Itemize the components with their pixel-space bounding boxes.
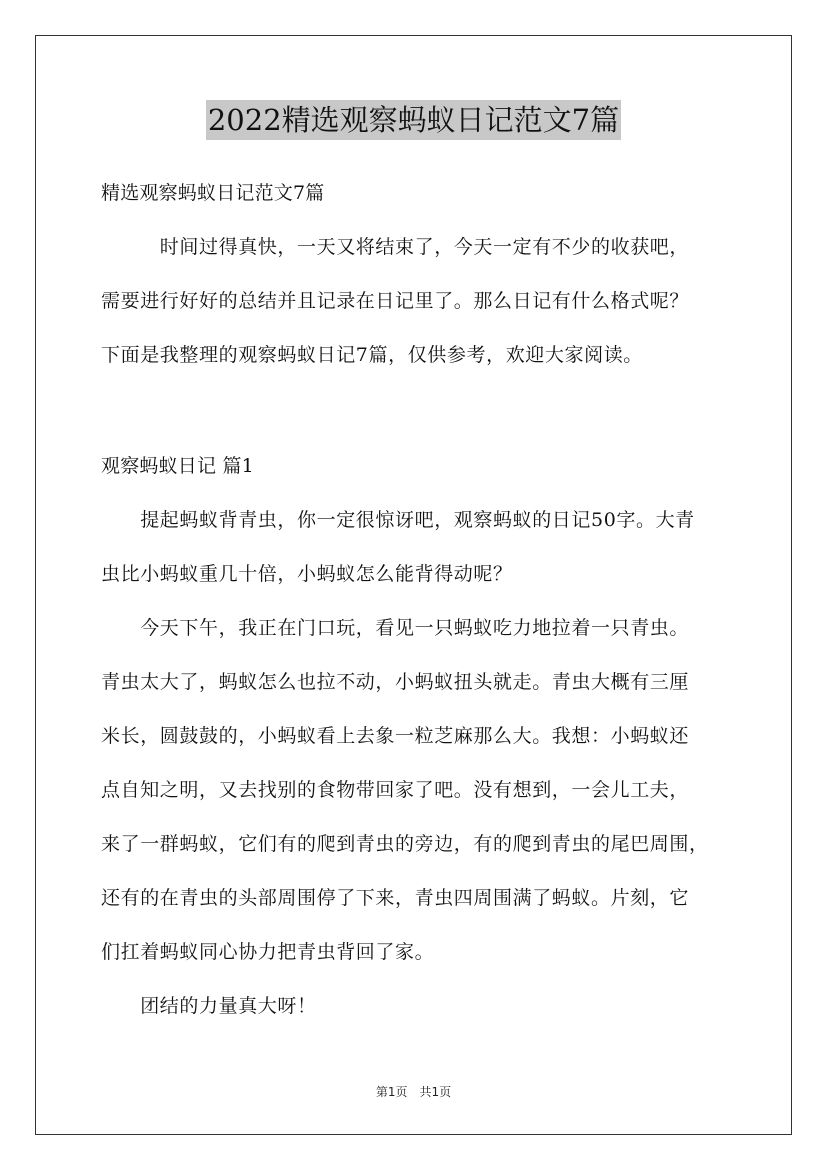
document-subtitle: 精选观察蚂蚁日记范文7篇 xyxy=(101,182,325,204)
title-wrap xyxy=(0,100,827,140)
intro-line-3: 下面是我整理的观察蚂蚁日记7篇，仅供参考，欢迎大家阅读。 xyxy=(101,344,643,366)
body-line-4: 青虫太大了，蚂蚁怎么也拉不动，小蚂蚁扭头就走。青虫大概有三厘 xyxy=(101,671,690,693)
intro-line-1: 时间过得真快，一天又将结束了，今天一定有不少的收获吧， xyxy=(101,236,690,258)
body-line-9: 们扛着蚂蚁同心协力把青虫背回了家。 xyxy=(101,941,435,963)
intro-line-2: 需要进行好好的总结并且记录在日记里了。那么日记有什么格式呢？ xyxy=(101,290,690,312)
body-line-2: 虫比小蚂蚁重几十倍，小蚂蚁怎么能背得动呢？ xyxy=(101,563,513,585)
document-title: 2022精选观察蚂蚁日记范文7篇 xyxy=(206,100,621,140)
body-line-5: 米长，圆鼓鼓的，小蚂蚁看上去象一粒芝麻那么大。我想：小蚂蚁还 xyxy=(101,725,690,747)
body-line-10: 团结的力量真大呀！ xyxy=(101,995,317,1017)
body-line-1: 提起蚂蚁背青虫，你一定很惊讶吧，观察蚂蚁的日记50字。大青 xyxy=(101,509,695,531)
body-line-7: 来了一群蚂蚁，它们有的爬到青虫的旁边，有的爬到青虫的尾巴周围， xyxy=(101,833,709,855)
page-footer: 第1页 共1页 xyxy=(375,1085,452,1099)
body-line-8: 还有的在青虫的头部周围停了下来，青虫四周围满了蚂蚁。片刻，它 xyxy=(101,887,690,909)
section-heading: 观察蚂蚁日记 篇1 xyxy=(101,455,254,477)
body-line-6: 点自知之明，又去找别的食物带回家了吧。没有想到，一会儿工夫， xyxy=(101,779,690,801)
body-line-3: 今天下午，我正在门口玩，看见一只蚂蚁吃力地拉着一只青虫。 xyxy=(101,617,690,639)
